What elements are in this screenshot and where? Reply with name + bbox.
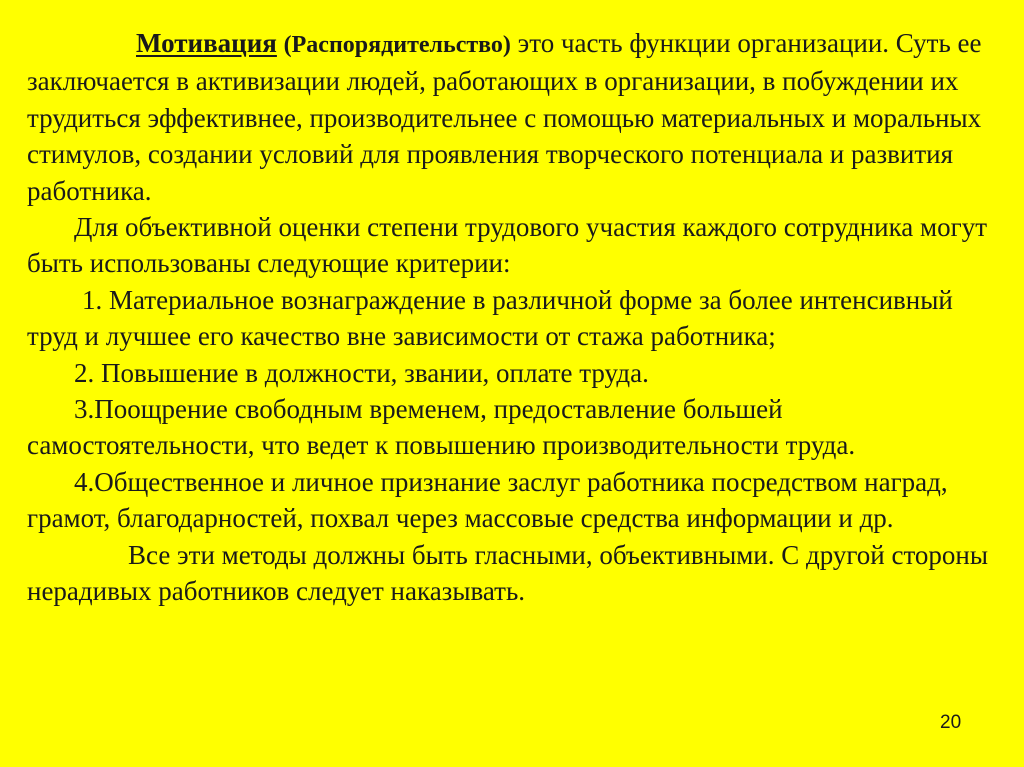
criteria-item-2: 2. Повышение в должности, звании, оплате труда. [74,357,649,388]
definition-paragraph [27,25,1002,209]
slide-body [27,25,1002,610]
criteria-item-4: 4.Общественное и личное признание заслуг работника посредством наград, грамот, благодарностей, похвал через массовые средства информации и др. [27,466,948,534]
term-motivation: Мотивация [136,28,277,58]
term-aside: (Распорядительство) [283,32,511,58]
conclusion-paragraph: Все эти методы должны быть гласными, объективными. С другой стороны нерадивых работников следует наказывать. [27,539,989,607]
definition-text: это часть функции организации. Суть ее заключается в активизации людей, работающих в организации, в побуждении их трудиться эффективнее, производительнее с помощью материальных и моральных стимулов, создании условий для проявления творческого потенциала и развития работника. [27,28,982,206]
page-number: 20 [940,712,962,733]
criteria-item-3: 3.Поощрение свободным временем, предоставление большей самостоятельности, что ведет к повышению производительности труда. [27,394,856,461]
criteria-item-1: 1. Материальное вознаграждение в различной форме за более интенсивный труд и лучшее его качество вне зависимости от стажа работника; [27,284,953,352]
criteria-intro: Для объективной оценки степени трудового участия каждого сотрудника могут быть использованы следующие критерии: [27,212,987,279]
